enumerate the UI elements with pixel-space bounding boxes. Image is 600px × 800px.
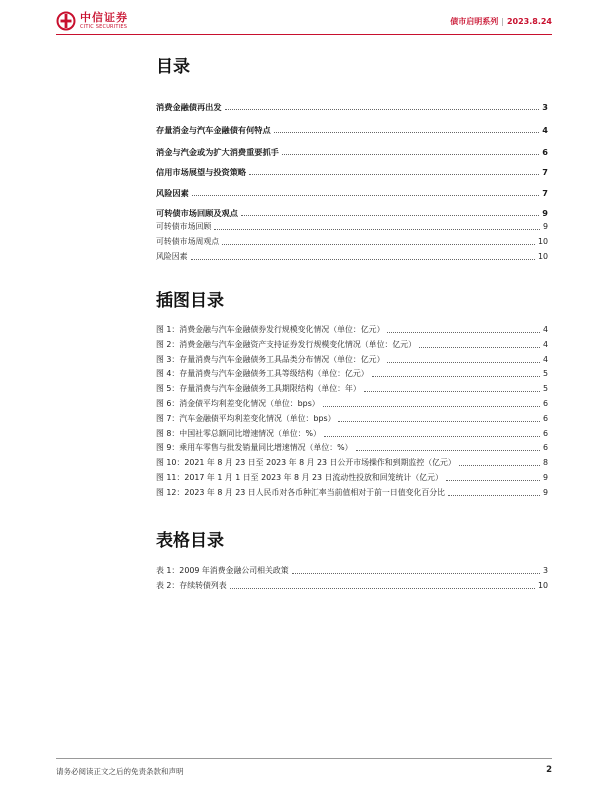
dot-leader <box>323 406 540 407</box>
page-number: 2 <box>546 765 552 775</box>
toc-entry[interactable] <box>156 472 548 484</box>
tables-title: 表格目录 <box>156 531 224 551</box>
toc-entry-label[interactable]: 图 2：消费金融与汽车金融资产支持证券发行规模变化情况（单位：亿元） <box>156 339 417 349</box>
toc-entry[interactable] <box>156 354 548 366</box>
toc-entry[interactable] <box>156 383 548 395</box>
dot-leader <box>214 229 540 230</box>
toc-entry-label[interactable]: 存量消金与汽车金融债有何特点 <box>156 125 271 135</box>
toc-entry-label[interactable]: 消金与汽金或为扩大消费重要抓手 <box>156 147 279 157</box>
toc-entry-label[interactable]: 可转债市场回顾及观点 <box>156 208 238 218</box>
toc-entry-label[interactable]: 图 5：存量消费与汽车金融债务工具期限结构（单位：年） <box>156 384 361 394</box>
toc-entry-label[interactable]: 图 7：汽车金融债平均利差变化情况（单位：bps） <box>156 413 336 423</box>
toc-entry-label[interactable]: 图 6：消金债平均利差变化情况（单位：bps） <box>156 399 320 408</box>
footer-disclaimer: 请务必阅读正文之后的免责条款和声明 <box>56 767 184 776</box>
footer-divider <box>56 758 552 759</box>
toc-entry-page[interactable]: 10 <box>537 252 548 261</box>
toc-entry-label[interactable]: 图 8：中国社零总额同比增速情况（单位：%） <box>156 428 321 438</box>
dot-leader <box>274 132 540 133</box>
header-meta <box>450 16 552 27</box>
dot-leader <box>230 588 535 589</box>
dot-leader <box>338 421 539 422</box>
toc-entry[interactable] <box>156 236 548 248</box>
figures-title: 插图目录 <box>156 291 224 311</box>
toc-entry-label[interactable]: 图 3：存量消费与汽车金融债务工具品类分布情况（单位：亿元） <box>156 354 385 364</box>
dot-leader <box>192 195 540 196</box>
toc-entry-label[interactable]: 风险因素 <box>156 188 189 198</box>
dot-leader <box>387 362 540 363</box>
toc-entry-page[interactable]: 9 <box>542 208 548 218</box>
toc-entry-page[interactable]: 6 <box>542 399 548 408</box>
toc-entry[interactable] <box>156 221 548 233</box>
toc-entry-page[interactable]: 5 <box>542 369 548 379</box>
toc-title: 目录 <box>156 57 190 77</box>
dot-leader <box>364 391 540 392</box>
toc-entry-page[interactable]: 6 <box>542 413 548 423</box>
toc-entry-label[interactable]: 图 11：2017 年 1 月 1 日至 2023 年 8 月 23 日流动性投放和回笼统计（亿元） <box>156 473 443 482</box>
toc-entry-page[interactable]: 10 <box>537 581 548 590</box>
logo-english-name: CITIC SECURITIES <box>80 24 128 30</box>
toc-entry-page[interactable]: 9 <box>542 222 548 231</box>
toc-entry[interactable] <box>156 187 548 199</box>
toc-entry-label[interactable]: 可转债市场回顾 <box>156 222 212 231</box>
toc-entry-label[interactable]: 信用市场展望与投资策略 <box>156 167 247 177</box>
dot-leader <box>459 465 540 466</box>
toc-entry-page[interactable]: 4 <box>542 325 548 334</box>
toc-entry[interactable] <box>156 207 548 219</box>
toc-entry-page[interactable]: 7 <box>542 167 548 177</box>
toc-entry-page[interactable]: 6 <box>542 443 548 453</box>
dot-leader <box>222 244 535 245</box>
report-date: 2023.8.24 <box>506 17 552 26</box>
toc-entry[interactable] <box>156 398 548 410</box>
toc-entry-page[interactable]: 10 <box>537 237 548 246</box>
dot-leader <box>419 347 540 348</box>
dot-leader <box>249 174 539 175</box>
toc-entry-page[interactable]: 6 <box>542 428 548 438</box>
toc-entry[interactable] <box>156 101 548 113</box>
toc-entry[interactable] <box>156 428 548 440</box>
toc-entry-label[interactable]: 图 9：乘用车零售与批发销量同比增速情况（单位：%） <box>156 443 353 453</box>
dot-leader <box>356 450 540 451</box>
citic-logo-icon <box>56 11 76 31</box>
dot-leader <box>282 154 539 155</box>
toc-entry[interactable] <box>156 146 548 158</box>
toc-entry-page[interactable]: 6 <box>542 147 548 157</box>
toc-entry-page[interactable]: 4 <box>542 354 548 364</box>
toc-entry-label[interactable]: 表 1：2009 年消费金融公司相关政策 <box>156 566 289 575</box>
company-logo <box>56 9 146 33</box>
toc-entry[interactable] <box>156 413 548 425</box>
toc-entry-page[interactable]: 3 <box>542 102 548 112</box>
dot-leader <box>372 376 540 377</box>
toc-entry-label[interactable]: 可转债市场周观点 <box>156 237 220 246</box>
report-series: 债市启明系列 <box>450 17 499 26</box>
toc-entry-page[interactable]: 9 <box>542 473 548 482</box>
dot-leader <box>292 573 540 574</box>
toc-entry[interactable] <box>156 457 548 469</box>
toc-entry-page[interactable]: 7 <box>542 188 548 198</box>
toc-entry-page[interactable]: 8 <box>542 458 548 468</box>
toc-entry-label[interactable]: 图 1：消费金融与汽车金融债券发行规模变化情况（单位：亿元） <box>156 325 385 334</box>
toc-entry-page[interactable]: 4 <box>542 339 548 349</box>
toc-entry-label[interactable]: 消费金融债再出发 <box>156 102 222 112</box>
toc-entry-page[interactable]: 5 <box>542 384 548 394</box>
dot-leader <box>448 495 540 496</box>
toc-entry[interactable] <box>156 339 548 351</box>
toc-entry[interactable] <box>156 565 548 577</box>
toc-entry[interactable] <box>156 487 548 499</box>
dot-leader <box>446 480 540 481</box>
toc-entry[interactable] <box>156 368 548 380</box>
toc-entry-label[interactable]: 图 4：存量消费与汽车金融债务工具等级结构（单位：亿元） <box>156 369 369 379</box>
toc-entry-label[interactable]: 风险因素 <box>156 252 188 261</box>
dot-leader <box>387 332 540 333</box>
toc-entry-label[interactable]: 图 12：2023 年 8 月 23 日人民币对各币种汇率当前值相对于前一日值变化百分比 <box>156 487 446 497</box>
toc-entry-page[interactable]: 4 <box>542 125 548 135</box>
page-header <box>0 0 600 40</box>
toc-entry[interactable] <box>156 324 548 336</box>
header-separator: | <box>501 17 504 26</box>
toc-entry[interactable] <box>156 580 548 592</box>
toc-entry-page[interactable]: 9 <box>542 487 548 497</box>
logo-chinese-name: 中信证券 <box>80 11 128 24</box>
dot-leader <box>225 109 540 110</box>
toc-entry-page[interactable]: 3 <box>542 566 548 575</box>
dot-leader <box>241 215 539 216</box>
header-divider <box>56 34 552 35</box>
toc-entry[interactable] <box>156 442 548 454</box>
dot-leader <box>191 259 535 260</box>
toc-entry[interactable] <box>156 124 548 136</box>
toc-entry[interactable] <box>156 166 548 178</box>
dot-leader <box>324 436 540 437</box>
toc-entry[interactable] <box>156 251 548 263</box>
toc-entry-label[interactable]: 图 10：2021 年 8 月 23 日至 2023 年 8 月 23 日公开市场操作和到期监控（亿元） <box>156 458 456 468</box>
toc-entry-label[interactable]: 表 2：存续转债列表 <box>156 581 227 590</box>
